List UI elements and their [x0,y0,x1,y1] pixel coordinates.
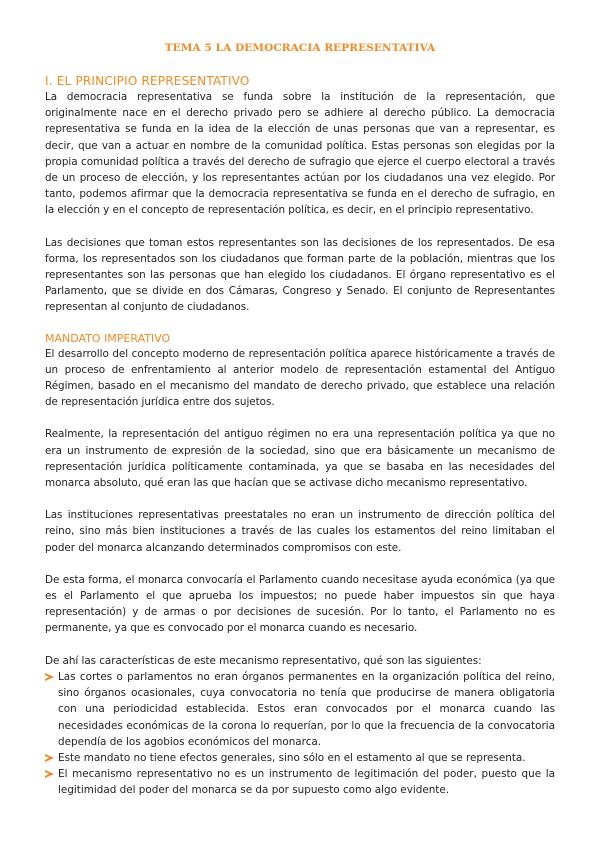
paragraph: El desarrollo del concepto moderno de representación política aparece históricamente a través de un proceso de enfrentamiento al anterior modelo de representación estamental del Antiguo Régimen, basado en el mecanismo del mandato de derecho privado, que establece una relación de representación jurídica entre dos sujetos. [45,347,555,409]
arrow-bullet-icon [45,673,54,681]
section-heading-mandato: MANDATO IMPERATIVO [45,331,171,345]
characteristics-list [45,669,555,799]
paragraph: La democracia representativa se funda sobre la institución de la representación, que originalmente nace en el derecho privado pero se adhiere al derecho público. La democracia representativa se funda en la idea de la elección de unas personas que van a representar, es decir, que van a actuar en nombre de la comunidad política. Estas personas son elegidas por la propia comunidad política a través del derecho de sufragio que ejerce el cuerpo electoral a través de un proceso de elección, y los representantes actúan por los ciudadanos una vez elegido. Por tanto, podemos afirmar que la democracia representativa se funda en el derecho de sufragio, en la elección y en el concepto de representación política, es decir, en el principio representativo. [45,91,555,217]
paragraph: Las instituciones representativas preestatales no eran un instrumento de dirección política del reino, sino más bien instituciones a través de las cuales los estamentos del reino limitaban el poder del monarca alcanzando determinados compromisos con este. [45,509,555,554]
document-title: TEMA 5 LA DEMOCRACIA REPRESENTATIVA [164,42,436,54]
paragraph: De esta forma, el monarca convocaría el Parlamento cuando necesitase ayuda económica (ya que es el Parlamento el que aprueba los impuestos; no puede haber impuestos sin que haya representación) y de armas o por decisiones de sucesión. Por lo tanto, el Parlamento no es permanente, ya que es convocado por el monarca cuando es necesario. [45,573,555,635]
paragraph: Realmente, la representación del antiguo régimen no era una representación política ya que no era un instrumento de expresión de la sociedad, sino que era básicamente un mecanismo de representación jurídica políticamente contaminada, ya que se basaba en las necesidades del monarca absoluto, qué eran las que hacían que se activase dicho mecanismo representativo. [45,428,555,490]
arrow-bullet-icon [45,754,54,762]
section-heading-principio: I. EL PRINCIPIO REPRESENTATIVO [45,74,250,88]
list-item: El mecanismo representativo no es un instrumento de legitimación del poder, puesto que la legitimidad del poder del monarca se da por supuesto como algo evidente. [45,766,555,798]
list-item: Las cortes o parlamentos no eran órganos permanentes en la organización política del reino, sino órganos ocasionales, cuya convocatoria no tenía que producirse de manera obligatoria con una periodicidad establecida. Estos eran convocados por el monarca cuando las necesidades económicas de la corona lo requerían, por lo que la frecuencia de la convocatoria dependía de los agobios económicos del monarca. [45,669,555,750]
paragraph: Las decisiones que toman estos representantes son las decisiones de los representados. De esa forma, los representados son los ciudadanos que forman parte de la población, mientras que los representantes son las personas que han elegido los ciudadanos. El órgano representativo es el Parlamento, que se divide en dos Cámaras, Congreso y Senado. El conjunto de Representantes representan al conjunto de ciudadanos. [45,236,555,314]
arrow-bullet-icon [45,770,54,778]
list-item: Este mandato no tiene efectos generales, sino sólo en el estamento al que se representa. [45,750,555,766]
paragraph: De ahí las características de este mecanismo representativo, qué son las siguientes: [45,654,482,667]
